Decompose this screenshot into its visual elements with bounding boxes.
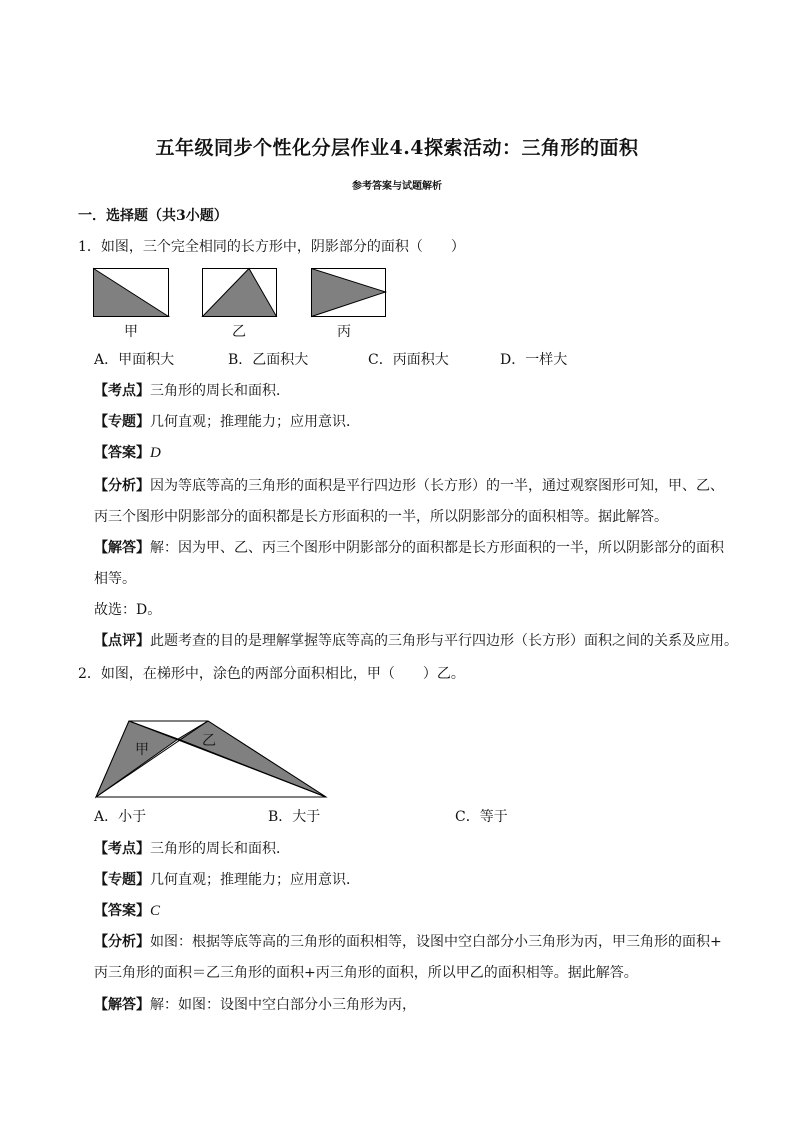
- q1-fenxi-text-1: 因为等底等高的三角形的面积是平行四边形（长方形）的一半，通过观察图形可知，甲、乙、: [150, 478, 724, 494]
- q1-zhuanti: [94, 412, 360, 432]
- q1-dianping: [94, 631, 738, 651]
- page-title: 五年级同步个性化分层作业4.4探索活动：三角形的面积: [155, 137, 639, 159]
- q1-fenxi: [94, 476, 724, 496]
- q1-option-d: D．一样大: [500, 352, 568, 368]
- q2-zhuanti-tag: 【专题】: [94, 872, 150, 888]
- q2-option-b: B．大于: [268, 809, 321, 825]
- q1-zhuanti-tag: 【专题】: [94, 414, 150, 430]
- section-heading: 一．选择题（共3小题）: [78, 208, 228, 224]
- q1-label-yi: 乙: [232, 324, 246, 340]
- q2-jieda-tag: 【解答】: [94, 997, 150, 1013]
- q1-daan-text: D: [150, 445, 161, 461]
- q1-jieda-tag: 【解答】: [94, 540, 150, 556]
- q2-label-jia: 甲: [135, 742, 149, 758]
- q2-option-a: A．小于: [94, 809, 147, 825]
- q2-jieda: [94, 995, 416, 1015]
- q2-kaodian: [94, 839, 290, 859]
- q1-figure-jia: [93, 268, 170, 318]
- q1-option-b: B．乙面积大: [228, 352, 309, 368]
- q1-fenxi-line-2: 丙三个图形中阴影部分的面积都是长方形面积的一半，所以阴影部分的面积相等。据此解答。: [94, 509, 668, 525]
- q2-daan: [94, 901, 160, 921]
- q1-jieda-line-2: 相等。: [94, 571, 136, 587]
- q2-daan-tag: 【答案】: [94, 903, 150, 919]
- q1-daan: [94, 443, 161, 463]
- q1-zhuanti-text: 几何直观；推理能力；应用意识．: [150, 414, 360, 430]
- q1-label-bing: 丙: [337, 324, 351, 340]
- q2-zhuanti-text: 几何直观；推理能力；应用意识．: [150, 872, 360, 888]
- q1-kaodian-tag: 【考点】: [94, 383, 150, 399]
- q2-kaodian-tag: 【考点】: [94, 841, 150, 857]
- q1-kaodian-text: 三角形的周长和面积．: [150, 383, 290, 399]
- q2-kaodian-text: 三角形的周长和面积．: [150, 841, 290, 857]
- q2-jieda-text-1: 解：如图：设图中空白部分小三角形为丙，: [150, 997, 416, 1013]
- q2-label-yi: 乙: [202, 733, 216, 749]
- q1-guxuan: 故选：D。: [94, 602, 162, 618]
- q2-fenxi-tag: 【分析】: [94, 934, 150, 950]
- q1-fenxi-tag: 【分析】: [94, 478, 150, 494]
- q1-jieda: [94, 538, 724, 558]
- q2-option-c: C．等于: [455, 809, 508, 825]
- q2-fenxi: [94, 932, 722, 952]
- q2-stem: 2．如图，在梯形中，涂色的两部分面积相比，甲（ ）乙。: [78, 666, 465, 682]
- q1-option-a: A．甲面积大: [94, 352, 175, 368]
- q1-kaodian: [94, 381, 290, 401]
- q2-daan-text: C: [150, 903, 161, 919]
- q2-fenxi-line-2: 丙三角形的面积＝乙三角形的面积+丙三角形的面积，所以甲乙的面积相等。据此解答。: [94, 965, 638, 981]
- q1-figure-yi: [202, 268, 278, 318]
- q2-fenxi-text-1: 如图：根据等底等高的三角形的面积相等，设图中空白部分小三角形为丙，甲三角形的面积+: [150, 934, 722, 950]
- q1-dianping-tag: 【点评】: [94, 633, 150, 649]
- q1-label-jia: 甲: [124, 324, 138, 340]
- q1-daan-tag: 【答案】: [94, 445, 150, 461]
- q1-jieda-text-1: 解：因为甲、乙、丙三个图形中阴影部分的面积都是长方形面积的一半，所以阴影部分的面积: [150, 540, 724, 556]
- q2-zhuanti: [94, 870, 360, 890]
- q1-dianping-text: 此题考查的目的是理解掌握等底等高的三角形与平行四边形（长方形）面积之间的关系及应用。: [150, 633, 738, 649]
- q1-figure-bing: [311, 268, 387, 318]
- page-subtitle: 参考答案与试题解析: [352, 181, 442, 192]
- q1-option-c: C．丙面积大: [368, 352, 449, 368]
- q1-stem: 1．如图，三个完全相同的长方形中，阴影部分的面积（ ）: [78, 239, 465, 255]
